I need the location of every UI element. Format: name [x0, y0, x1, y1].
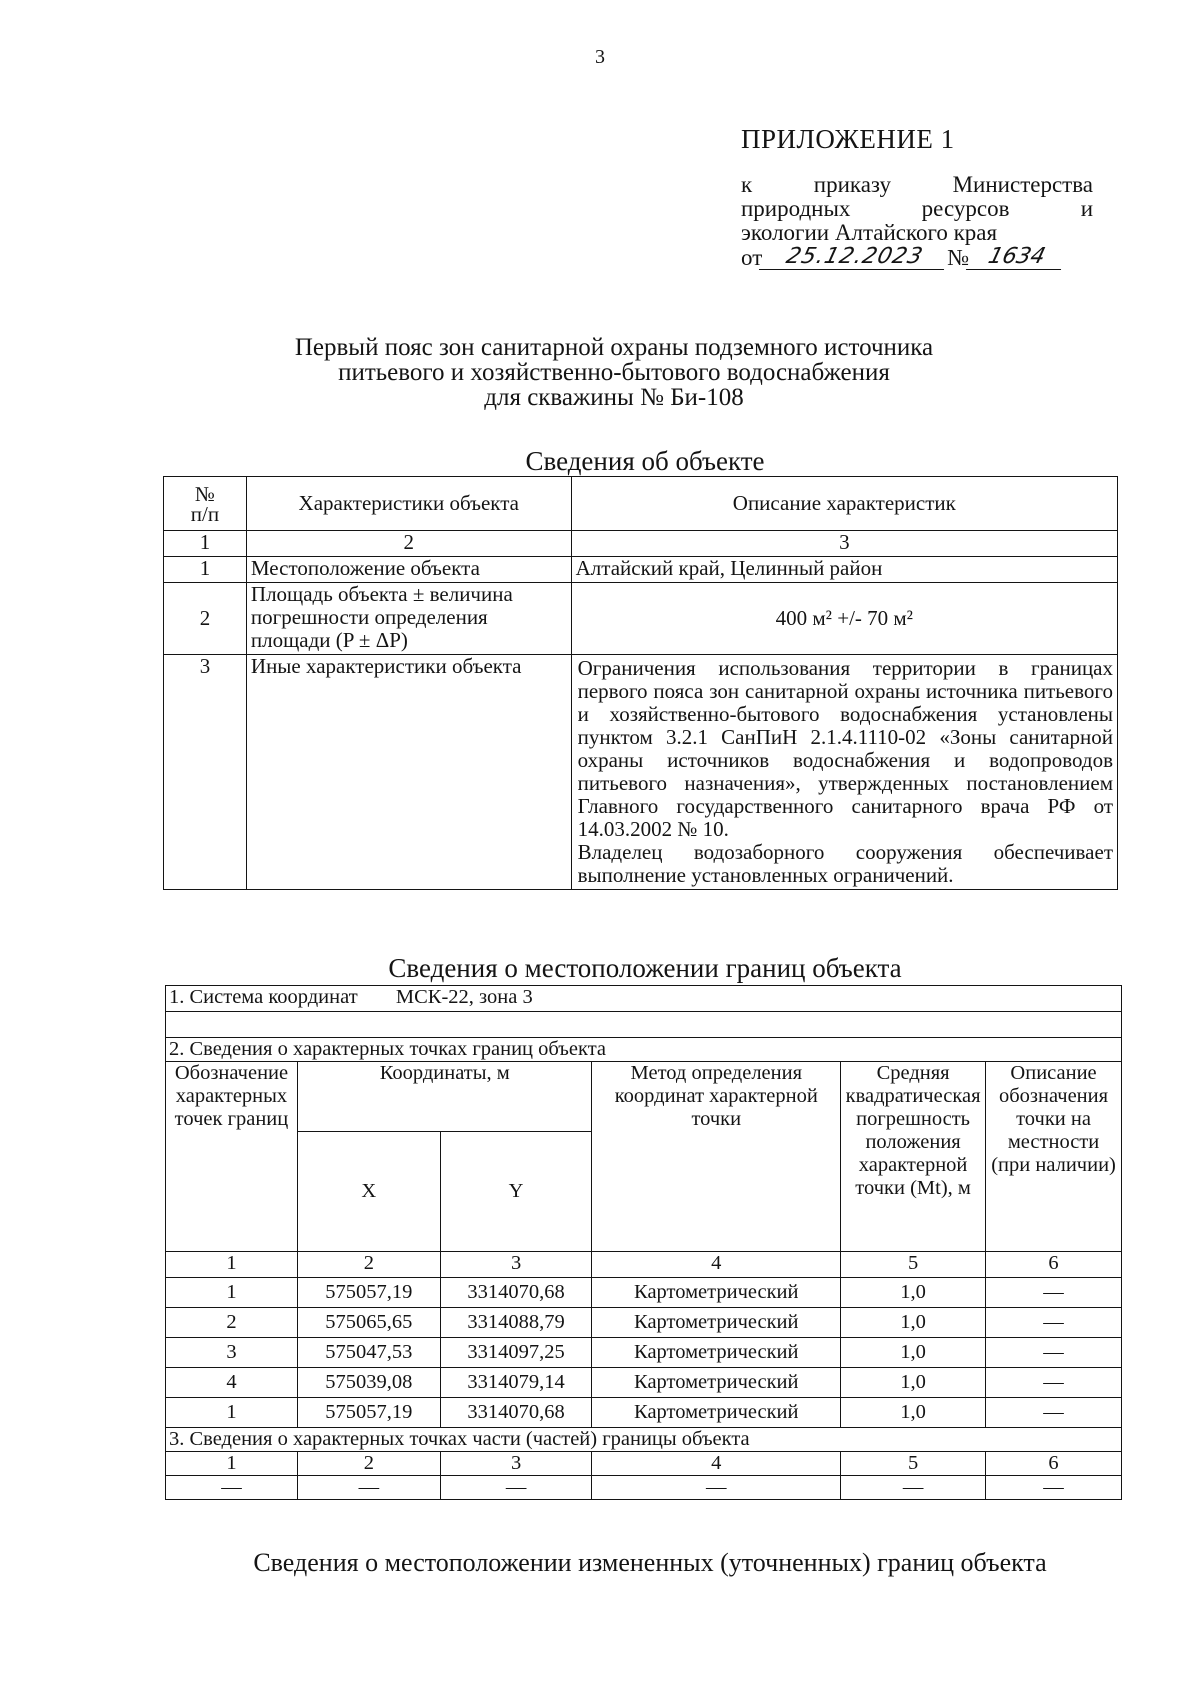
table-cell: 2	[297, 1452, 440, 1476]
table-cell: —	[592, 1476, 841, 1500]
order-reference	[741, 173, 1093, 270]
table-row	[166, 1338, 1122, 1368]
table-cell: —	[440, 1476, 592, 1500]
table-cell: —	[986, 1368, 1122, 1398]
table-cell: 2	[246, 531, 571, 557]
table-row	[166, 1278, 1122, 1308]
table-row	[166, 1308, 1122, 1338]
changed-boundary-title: Сведения о местоположении измененных (уточненных) границ объекта	[253, 1548, 1047, 1577]
other-characteristics-label: Иные характеристики объекта	[246, 655, 571, 890]
table-cell: 575039,08	[297, 1368, 440, 1398]
table-cell: 1	[166, 1252, 298, 1278]
order-line-3: экологии Алтайского края	[741, 220, 998, 245]
table-cell: 1,0	[841, 1398, 986, 1428]
order-date-line	[741, 245, 1093, 270]
coord-system-value: МСК-22, зона 3	[395, 986, 533, 1008]
table-cell: 5	[841, 1452, 986, 1476]
header-characteristic: Характеристики объекта	[246, 477, 571, 531]
other-characteristics-value: Ограничения использования территории в границах первого пояса зон санитарной охраны источника питьевого и хозяйственно-бытового водоснабжения установлены пунктом 3.2.1 СанПиН 2.1.4.1110-02 «Зоны санитарной охраны источников водоснабжения и водопроводов питьевого назначения», утвержденных постановлением Главного государственного санитарного врача РФ от 14.03.2002 № 10. Владелец водозаборного сооружения обеспечивает выполнение установленных ограничений.	[571, 655, 1117, 890]
table-cell: —	[986, 1278, 1122, 1308]
header-point-description: Описание обозначения точки на местности (при наличии)	[986, 1062, 1122, 1252]
table-cell: 6	[986, 1452, 1122, 1476]
table-cell: 4	[592, 1252, 841, 1278]
table-cell: —	[986, 1398, 1122, 1428]
table-cell: —	[841, 1476, 986, 1500]
document-title: Первый пояс зон санитарной охраны подземного источника питьевого и хозяйственно-бытового водоснабжения для скважины № Би-108	[294, 334, 934, 411]
spacer-row	[166, 1012, 1122, 1038]
table-cell: 575057,19	[297, 1278, 440, 1308]
table-cell: Картометрический	[592, 1278, 841, 1308]
table-cell: 575047,53	[297, 1338, 440, 1368]
header-description: Описание характеристик	[571, 477, 1117, 531]
table-cell: Картометрический	[592, 1398, 841, 1428]
handwritten-date: 25.12.2023	[759, 245, 950, 270]
order-line-1: к приказу Министерства	[741, 172, 1093, 197]
section2-title: 2. Сведения о характерных точках границ объекта	[166, 1038, 1122, 1062]
table-row	[166, 1368, 1122, 1398]
table-row	[164, 583, 1118, 655]
table-cell: 3	[164, 655, 247, 890]
table-cell: 2	[164, 583, 247, 655]
handwritten-number: 1634	[966, 245, 1067, 270]
table-cell: 3314070,68	[440, 1398, 592, 1428]
table-cell: 3	[166, 1338, 298, 1368]
order-line-2: природных ресурсов и	[741, 196, 1093, 221]
number-sign: №	[947, 245, 970, 270]
table-row	[166, 1476, 1122, 1500]
table-cell: Картометрический	[592, 1308, 841, 1338]
table-cell: 1,0	[841, 1368, 986, 1398]
table-row	[166, 1252, 1122, 1278]
table-cell: 2	[166, 1308, 298, 1338]
appendix-title: ПРИЛОЖЕНИЕ 1	[741, 124, 955, 154]
table-cell: 1,0	[841, 1278, 986, 1308]
table-cell: —	[986, 1308, 1122, 1338]
table-cell: 1	[164, 557, 247, 583]
area-value: 400 м² +/- 70 м²	[571, 583, 1117, 655]
section3-title-row	[166, 1428, 1122, 1452]
table-cell: 575065,65	[297, 1308, 440, 1338]
object-info-table	[163, 476, 1118, 890]
header-coordinates: Координаты, м	[297, 1062, 592, 1132]
coord-system-label: 1. Система координат	[169, 986, 358, 1008]
table-cell	[166, 1012, 1122, 1038]
table-cell: —	[986, 1338, 1122, 1368]
table-cell	[166, 986, 1122, 1012]
table-cell: —	[986, 1476, 1122, 1500]
area-label: Площадь объекта ± величина погрешности определения площади (P ± ΔP)	[246, 583, 571, 655]
location-value: Алтайский край, Целинный район	[571, 557, 1117, 583]
header-designation: Обозначение характерных точек границ	[166, 1062, 298, 1252]
header-error: Средняя квадратическая погрешность положения характерной точки (Mt), м	[841, 1062, 986, 1252]
section3-title: 3. Сведения о характерных точках части (частей) границы объекта	[166, 1428, 1122, 1452]
table-cell: 3314070,68	[440, 1278, 592, 1308]
coord-system-row	[166, 986, 1122, 1012]
table-cell: 3	[440, 1252, 592, 1278]
points-header-row	[166, 1062, 1122, 1132]
section2-title-row	[166, 1038, 1122, 1062]
table-cell: 1,0	[841, 1338, 986, 1368]
table-cell: 1	[166, 1398, 298, 1428]
table-cell: 1	[166, 1278, 298, 1308]
table-cell: 4	[592, 1452, 841, 1476]
table-cell: Картометрический	[592, 1338, 841, 1368]
table-cell: 3314097,25	[440, 1338, 592, 1368]
page-number: 3	[595, 46, 605, 68]
table-cell: 4	[166, 1368, 298, 1398]
boundary-table	[165, 985, 1122, 1500]
table-cell: 3	[440, 1452, 592, 1476]
table-cell: 3314079,14	[440, 1368, 592, 1398]
header-method: Метод определения координат характерной точки	[592, 1062, 841, 1252]
date-prefix: от	[741, 245, 763, 270]
table-cell: —	[166, 1476, 298, 1500]
header-y: Y	[440, 1132, 592, 1252]
table-header-row	[164, 477, 1118, 531]
table-row	[164, 531, 1118, 557]
table-cell: 1,0	[841, 1308, 986, 1338]
table-cell: 1	[166, 1452, 298, 1476]
table-cell: 5	[841, 1252, 986, 1278]
table-cell: 2	[297, 1252, 440, 1278]
table-cell: 1	[164, 531, 247, 557]
object-info-title: Сведения об объекте	[525, 446, 765, 476]
table-row	[166, 1398, 1122, 1428]
boundary-title: Сведения о местоположении границ объекта	[388, 953, 902, 983]
table-row	[166, 1452, 1122, 1476]
location-label: Местоположение объекта	[246, 557, 571, 583]
table-cell: 3314088,79	[440, 1308, 592, 1338]
header-num: № п/п	[164, 477, 247, 531]
header-x: X	[297, 1132, 440, 1252]
table-cell: —	[297, 1476, 440, 1500]
table-cell: Картометрический	[592, 1368, 841, 1398]
table-cell: 3	[571, 531, 1117, 557]
table-cell: 575057,19	[297, 1398, 440, 1428]
table-row	[164, 655, 1118, 890]
table-cell: 6	[986, 1252, 1122, 1278]
table-row	[164, 557, 1118, 583]
